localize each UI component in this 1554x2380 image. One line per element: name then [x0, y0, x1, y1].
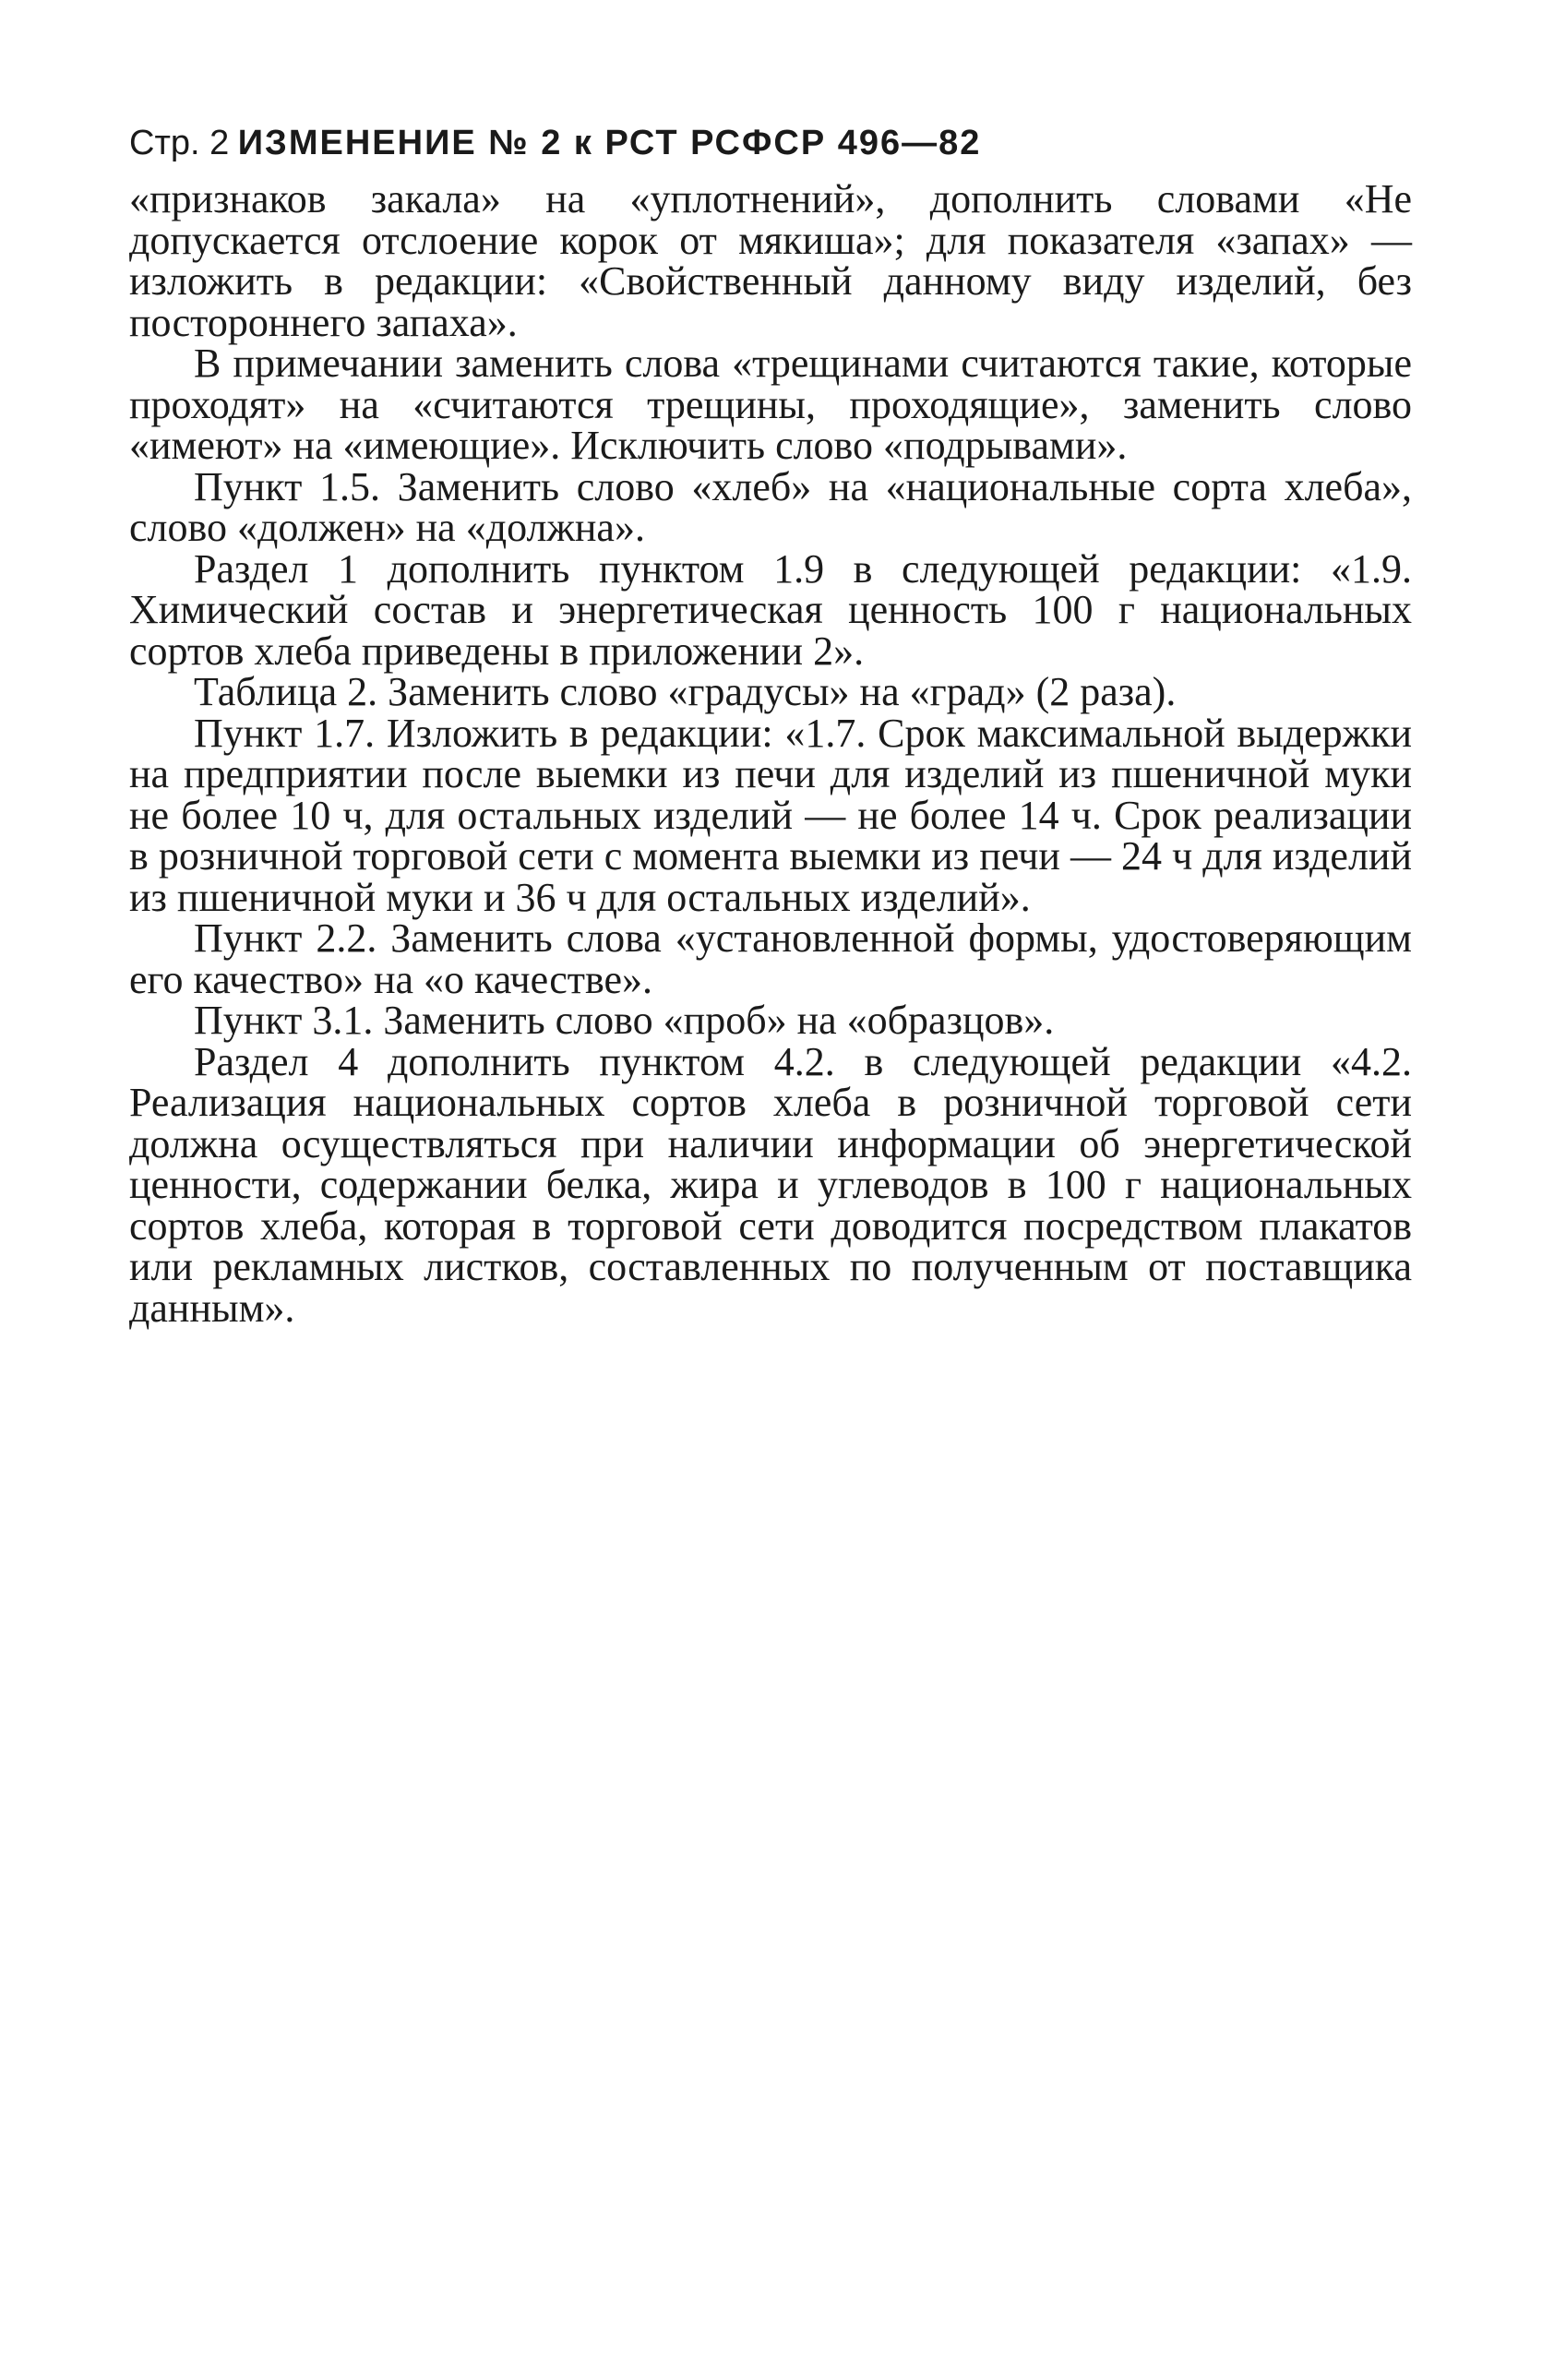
page-number-label: Стр. 2: [129, 124, 230, 162]
document-page: [129, 120, 1412, 1329]
amendment-title: ИЗМЕНЕНИЕ № 2 к РСТ РСФСР 496—82: [237, 124, 982, 162]
paragraph-continuation: «признаков закала» на «уплотнений», дополнить словами «Не допускается отслоение корок от мякиша»; для показателя «запах» — изложить в редакции: «Свойственный данному виду изделий, без постороннего запаха».: [129, 176, 1412, 345]
paragraph-item-2-2: Пункт 2.2. Заменить слова «установленной формы, удостоверяющим его качество» на «о качестве».: [129, 915, 1412, 1002]
paragraph-item-3-1: Пункт 3.1. Заменить слово «проб» на «образцов».: [194, 998, 1055, 1043]
paragraph-note-cracks: В примечании заменить слова «трещинами считаются такие, которые проходят» на «считаются трещины, проходящие», заменить слово «имеют» на «имеющие». Исключить слово «подрывами».: [129, 341, 1412, 468]
paragraph-section-1-addition: Раздел 1 дополнить пунктом 1.9 в следующей редакции: «1.9. Химический состав и энергетическая ценность 100 г национальных сортов хлеба приведены в приложении 2».: [129, 545, 1412, 674]
paragraph-item-1-5: Пункт 1.5. Заменить слово «хлеб» на «национальные сорта хлеба», слово «должен» на «должна».: [129, 463, 1412, 550]
document-body: [129, 176, 1412, 1331]
paragraph-item-1-7: Пункт 1.7. Изложить в редакции: «1.7. Срок максимальной выдержки на предприятии после выемки из печи для изделий из пшеничной муки не более 10 ч, для остальных изделий — не более 14 ч. Срок реализации в розничной торговой сети с момента выемки из печи — 24 ч для изделий из пшеничной муки и 36 ч для остальных изделий».: [129, 710, 1412, 920]
paragraph-section-4-addition: Раздел 4 дополнить пунктом 4.2. в следующей редакции «4.2. Реализация национальных сортов хлеба в розничной торговой сети должна осуществляться при наличии информации об энергетической ценности, содержании белка, жира и углеводов в 100 г национальных сортов хлеба, которая в торговой сети доводится посредством плакатов или рекламных листков, составленных по полученным от поставщика данным».: [129, 1038, 1412, 1331]
paragraph-table-2: Таблица 2. Заменить слово «градусы» на «град» (2 раза).: [194, 669, 1177, 714]
page-header: [129, 120, 1412, 166]
